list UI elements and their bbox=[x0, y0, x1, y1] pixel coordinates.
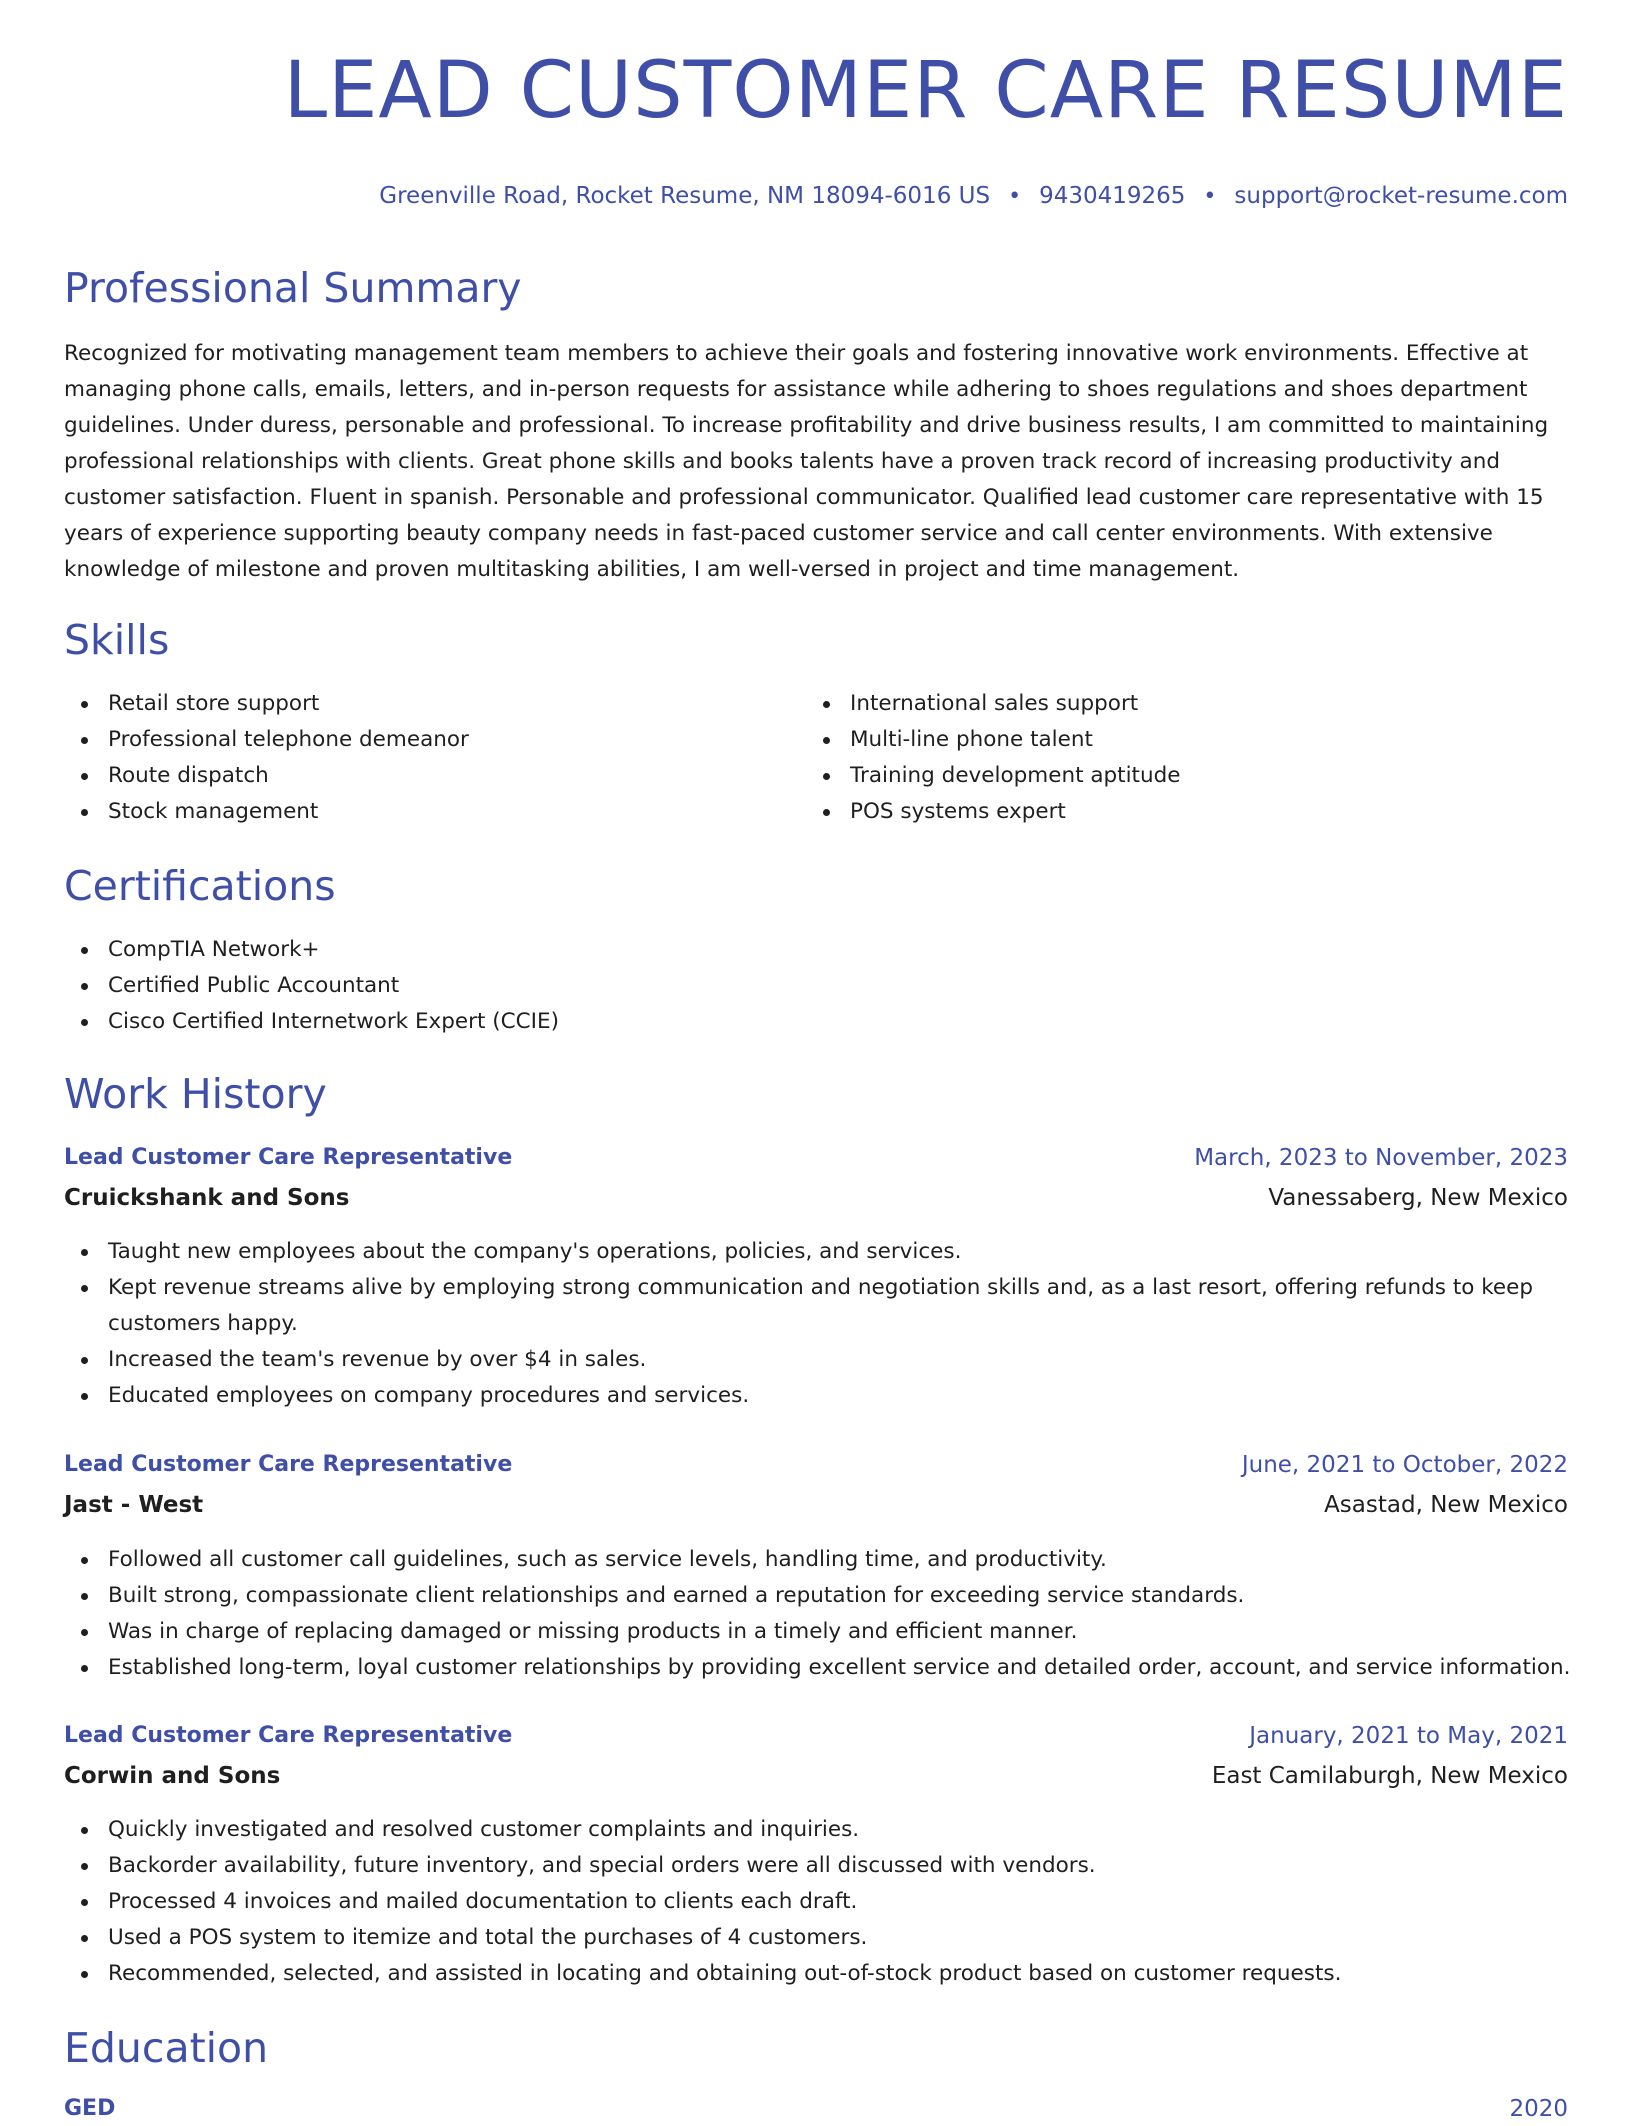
job-header-row bbox=[64, 1723, 1568, 1763]
education-entry bbox=[64, 2096, 1568, 2126]
list-item: Multi-line phone talent bbox=[850, 722, 1550, 758]
job-header-row bbox=[64, 1145, 1568, 1185]
list-item: Kept revenue streams alive by employing strong communication and negotiation skills and, as a last resort, offering refunds to keep customers happy. bbox=[108, 1270, 1568, 1342]
job-company-row bbox=[64, 1763, 1568, 1803]
list-item: Increased the team's revenue by over $4 in sales. bbox=[108, 1342, 1568, 1378]
certifications-heading: Certifications bbox=[64, 862, 336, 910]
list-item: Processed 4 invoices and mailed documentation to clients each draft. bbox=[108, 1884, 1568, 1920]
resume-title: LEAD CUSTOMER CARE RESUME bbox=[283, 46, 1568, 136]
job-company: Corwin and Sons bbox=[64, 1763, 281, 1789]
list-item: Professional telephone demeanor bbox=[108, 722, 808, 758]
job-title: Lead Customer Care Representative bbox=[64, 1145, 513, 1170]
list-item: Retail store support bbox=[108, 686, 808, 722]
list-item: Quickly investigated and resolved customer complaints and inquiries. bbox=[108, 1812, 1568, 1848]
education-degree: GED bbox=[64, 2096, 116, 2121]
job-bullets bbox=[64, 1542, 1571, 1686]
work-history-heading: Work History bbox=[64, 1070, 327, 1118]
list-item: Educated employees on company procedures and services. bbox=[108, 1378, 1568, 1414]
list-item: Route dispatch bbox=[108, 758, 808, 794]
certifications-list bbox=[64, 932, 1568, 1040]
list-item: Backorder availability, future inventory, and special orders were all discussed with vendors. bbox=[108, 1848, 1568, 1884]
list-item: CompTIA Network+ bbox=[108, 932, 1568, 968]
summary-heading: Professional Summary bbox=[64, 264, 522, 312]
list-item: POS systems expert bbox=[850, 794, 1550, 830]
job-company: Jast - West bbox=[64, 1492, 204, 1518]
job-company-row bbox=[64, 1185, 1568, 1225]
education-heading: Education bbox=[64, 2024, 269, 2072]
job-dates: June, 2021 to October, 2022 bbox=[1241, 1452, 1568, 1478]
job-location: Vanessaberg, New Mexico bbox=[1268, 1185, 1568, 1211]
contact-separator: • bbox=[1203, 183, 1217, 209]
job-bullets bbox=[64, 1812, 1568, 1992]
list-item: Training development aptitude bbox=[850, 758, 1550, 794]
list-item: Stock management bbox=[108, 794, 808, 830]
job-entry bbox=[64, 1452, 1568, 1532]
contact-separator: • bbox=[1008, 183, 1022, 209]
job-company: Cruickshank and Sons bbox=[64, 1185, 350, 1211]
list-item: Taught new employees about the company's operations, policies, and services. bbox=[108, 1234, 1568, 1270]
job-location: East Camilaburgh, New Mexico bbox=[1211, 1763, 1568, 1789]
job-dates: March, 2023 to November, 2023 bbox=[1194, 1145, 1568, 1171]
contact-phone: 9430419265 bbox=[1039, 183, 1186, 209]
list-item: Cisco Certified Internetwork Expert (CCIE) bbox=[108, 1004, 1568, 1040]
job-bullets bbox=[64, 1234, 1568, 1414]
job-company-row bbox=[64, 1492, 1568, 1532]
job-dates: January, 2021 to May, 2021 bbox=[1249, 1723, 1568, 1749]
contact-line bbox=[379, 183, 1568, 209]
contact-address: Greenville Road, Rocket Resume, NM 18094-6016 US bbox=[379, 183, 991, 209]
skills-heading: Skills bbox=[64, 616, 170, 664]
list-item: Built strong, compassionate client relationships and earned a reputation for exceeding service standards. bbox=[108, 1578, 1568, 1614]
job-title: Lead Customer Care Representative bbox=[64, 1452, 513, 1477]
list-item: Recommended, selected, and assisted in locating and obtaining out-of-stock product based on customer requests. bbox=[108, 1956, 1568, 1992]
skills-list-right bbox=[806, 686, 1550, 830]
list-item: Certified Public Accountant bbox=[108, 968, 1568, 1004]
job-entry bbox=[64, 1723, 1568, 1803]
education-year: 2020 bbox=[1509, 2096, 1568, 2122]
list-item: International sales support bbox=[850, 686, 1550, 722]
list-item: Was in charge of replacing damaged or missing products in a timely and efficient manner. bbox=[108, 1614, 1568, 1650]
job-entry bbox=[64, 1145, 1568, 1225]
job-location: Asastad, New Mexico bbox=[1324, 1492, 1568, 1518]
contact-email: support@rocket-resume.com bbox=[1234, 183, 1568, 209]
job-title: Lead Customer Care Representative bbox=[64, 1723, 513, 1748]
list-item: Established long-term, loyal customer relationships by providing excellent service and detailed order, account, and service information. bbox=[108, 1650, 1568, 1686]
list-item: Followed all customer call guidelines, such as service levels, handling time, and productivity. bbox=[108, 1542, 1568, 1578]
skills-list-left bbox=[64, 686, 808, 830]
summary-text: Recognized for motivating management team members to achieve their goals and fostering innovative work environments. Effective at managing phone calls, emails, letters, and in-person requests for assistance while adhering to shoes regulations and shoes department guidelines. Under duress, personable and professional. To increase profitability and drive business results, I am committed to maintaining professional relationships with clients. Great phone skills and books talents have a proven track record of increasing productivity and customer satisfaction. Fluent in spanish. Personable and professional communicator. Qualified lead customer care representative with 15 years of experience supporting beauty company needs in fast-paced customer service and call center environments. With extensive knowledge of milestone and proven multitasking abilities, I am well-versed in project and time management. bbox=[64, 341, 1549, 582]
list-item: Used a POS system to itemize and total the purchases of 4 customers. bbox=[108, 1920, 1568, 1956]
job-header-row bbox=[64, 1452, 1568, 1492]
